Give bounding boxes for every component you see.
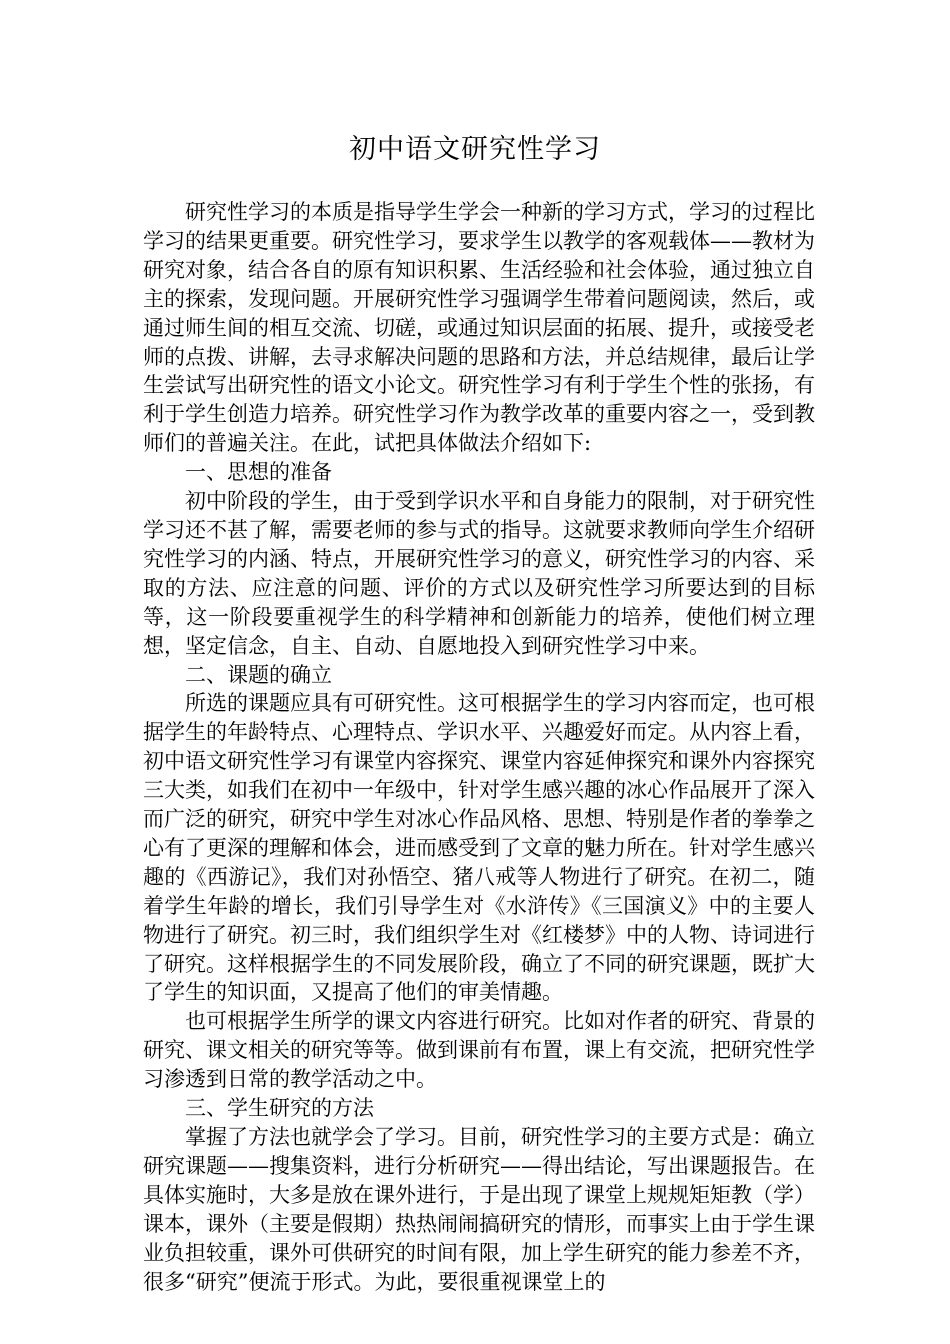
section-heading-3: 三、学生研究的方法 bbox=[185, 1096, 374, 1121]
paragraph-section-2a: 所选的课题应具有可研究性。这可根据学生的学习内容而定，也可根据学生的年龄特点、心理特点、学识水平、兴趣爱好而定。从内容上看，初中语文研究性学习有课堂内容探究、课堂内容延伸探究和课外内容探究三大类，如我们在初中一年级中，针对学生感兴趣的冰心作品展开了深入而广泛的研究，研究中学生对冰心作品风格、思想、特别是作者的拳拳之心有了更深的理解和体会，进而感受到了文章的魅力所在。针对学生感兴趣的《西游记》，我们对孙悟空、猪八戒等人物进行了研究。在初二，随着学生年龄的增长，我们引导学生对《水浒传》《三国演义》中的主要人物进行了研究。初三时，我们组织学生对《红楼梦》中的人物、诗词进行了研究。这样根据学生的不同发展阶段，确立了不同的研究课题，既扩大了学生的知识面，又提高了他们的审美情趣。 bbox=[143, 691, 815, 1005]
document-title: 初中语文研究性学习 bbox=[349, 134, 601, 165]
paragraph-section-2b: 也可根据学生所学的课文内容进行研究。比如对作者的研究、背景的研究、课文相关的研究等等。做到课前有布置，课上有交流，把研究性学习渗透到日常的教学活动之中。 bbox=[143, 1009, 815, 1092]
section-heading-2: 二、课题的确立 bbox=[185, 662, 332, 687]
paragraph-intro: 研究性学习的本质是指导学生学会一种新的学习方式，学习的过程比学习的结果更重要。研究性学习，要求学生以教学的客观载体——教材为研究对象，结合各自的原有知识积累、生活经验和社会体验，通过独立自主的探索，发现问题。开展研究性学习强调学生带着问题阅读，然后，或通过师生间的相互交流、切磋，或通过知识层面的拓展、提升，或接受老师的点拨、讲解，去寻求解决问题的思路和方法，并总结规律，最后让学生尝试写出研究性的语文小论文。研究性学习有利于学生个性的张扬，有利于学生创造力培养。研究性学习作为教学改革的重要内容之一，受到教师们的普遍关注。在此，试把具体做法介绍如下: bbox=[143, 200, 815, 456]
document-body bbox=[143, 198, 815, 1296]
paragraph-section-3: 掌握了方法也就学会了学习。目前，研究性学习的主要方式是：确立研究课题——搜集资料，进行分析研究——得出结论，写出课题报告。在具体实施时，大多是放在课外进行，于是出现了课堂上规规矩矩教（学）课本，课外（主要是假期）热热闹闹搞研究的情形，而事实上由于学生课业负担较重，课外可供研究的时间有限，加上学生研究的能力参差不齐，很多“研究”便流于形式。为此，要很重视课堂上的 bbox=[143, 1125, 815, 1294]
paragraph-section-1: 初中阶段的学生，由于受到学识水平和自身能力的限制，对于研究性学习还不甚了解，需要老师的参与式的指导。这就要求教师向学生介绍研究性学习的内涵、特点，开展研究性学习的意义，研究性学习的内容、采取的方法、应注意的问题、评价的方式以及研究性学习所要达到的目标等，这一阶段要重视学生的科学精神和创新能力的培养，使他们树立理想，坚定信念，自主、自动、自愿地投入到研究性学习中来。 bbox=[143, 489, 815, 658]
section-heading-1: 一、思想的准备 bbox=[185, 460, 332, 485]
